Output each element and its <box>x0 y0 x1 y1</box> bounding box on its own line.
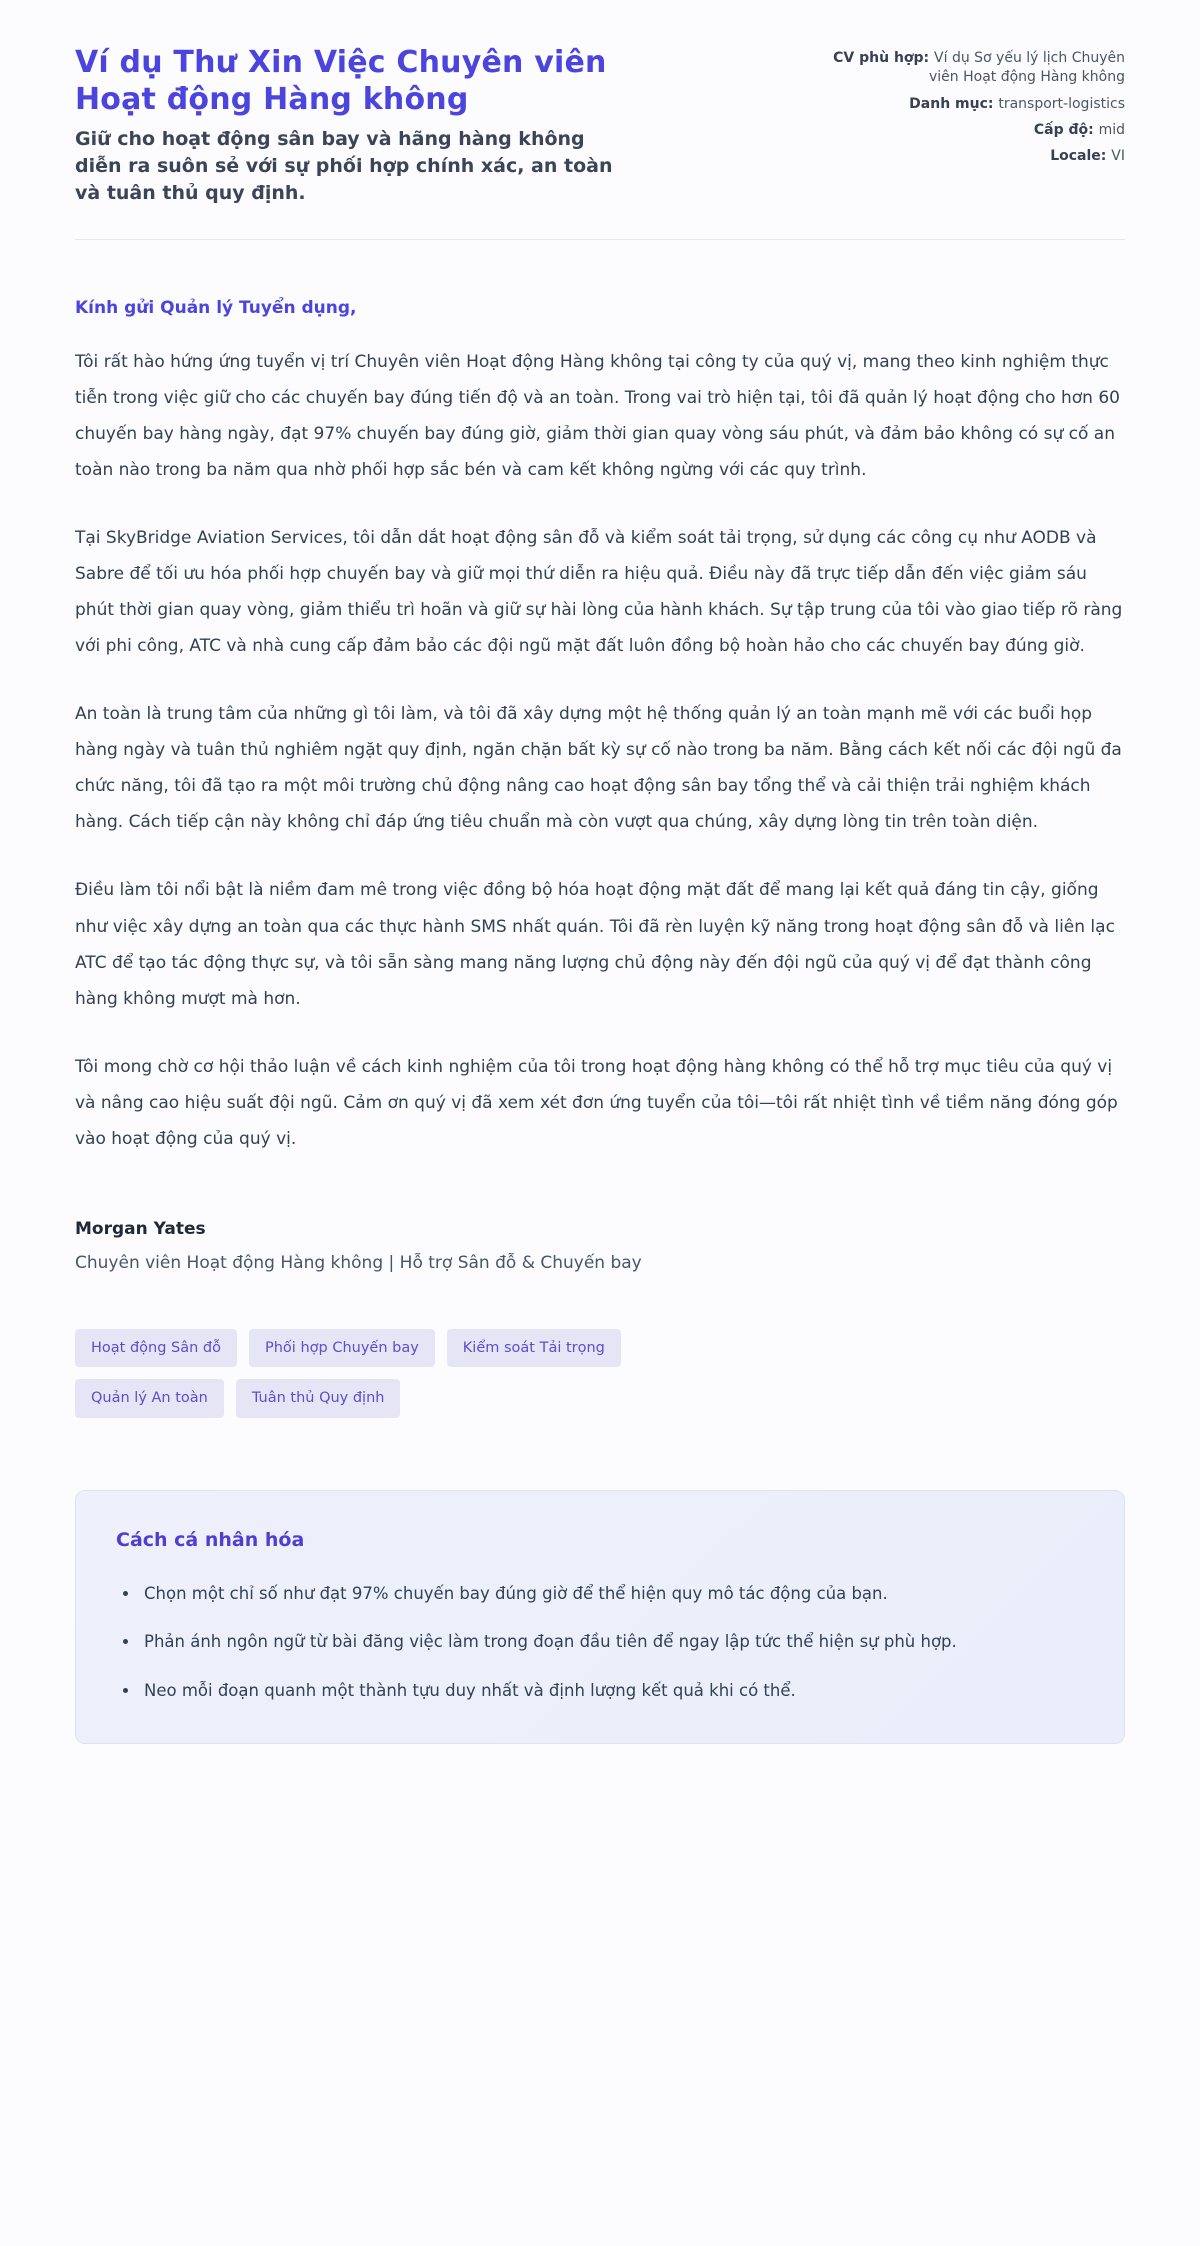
callout-bullet: • Chọn một chỉ số như đạt 97% chuyến bay đúng giờ để thể hiện quy mô tác động của bạn. <box>140 1577 1084 1612</box>
meta-panel <box>825 45 1125 174</box>
letter-paragraph: Điều làm tôi nổi bật là niềm đam mê trong việc đồng bộ hóa hoạt động mặt đất để mang lại kết quả đáng tin cậy, giống như việc xây dựng an toàn qua các thực hành SMS nhất quán. Tôi đã rèn luyện kỹ năng trong hoạt động sân đỗ và liên lạc ATC để tạo tác động thực sự, và tôi sẵn sàng mang năng lượng chủ động này đến đội ngũ của quý vị để đạt thành công hàng không mượt mà hơn. <box>75 880 1115 1009</box>
page-title: Ví dụ Thư Xin Việc Chuyên viên Hoạt động Hàng không <box>75 45 607 117</box>
skill-tag: Tuân thủ Quy định <box>236 1379 401 1418</box>
letter-paragraph: Tôi rất hào hứng ứng tuyển vị trí Chuyên viên Hoạt động Hàng không tại công ty của quý vị, mang theo kinh nghiệm thực tiễn trong việc giữ cho các chuyến bay đúng tiến độ và an toàn. Trong vai trò hiện tại, tôi đã quản lý hoạt động cho hơn 60 chuyến bay hàng ngày, đạt 97% chuyến bay đúng giờ, giảm thời gian quay vòng sáu phút, và đảm bảo không có sự cố an toàn nào trong ba năm qua nhờ phối hợp sắc bén và cam kết không ngừng với các quy trình. <box>75 352 1120 481</box>
letter-paragraphs <box>75 344 1125 1157</box>
skill-tag: Phối hợp Chuyến bay <box>249 1329 435 1368</box>
letter-paragraph: Tôi mong chờ cơ hội thảo luận về cách kinh nghiệm của tôi trong hoạt động hàng không có thể hỗ trợ mục tiêu của quý vị và nâng cao hiệu suất đội ngũ. Cảm ơn quý vị đã xem xét đơn ứng tuyển của tôi—tôi rất nhiệt tình về tiềm năng đóng góp vào hoạt động của quý vị. <box>75 1056 1118 1149</box>
letter-greeting: Kính gửi Quản lý Tuyển dụng, <box>75 298 357 319</box>
personalization-callout <box>75 1490 1125 1744</box>
meta-label: Locale: <box>1050 148 1112 165</box>
callout-bullet-list <box>116 1577 1084 1709</box>
meta-label: Cấp độ: <box>1033 121 1099 138</box>
meta-value: Ví dụ Sơ yếu lý lịch Chuyên viên Hoạt động Hàng không <box>928 50 1125 86</box>
skill-tags <box>75 1329 775 1418</box>
page-header <box>75 45 1125 207</box>
meta-value: transport-logistics <box>998 95 1125 112</box>
signature-block <box>75 1219 1125 1273</box>
callout-title: Cách cá nhân hóa <box>116 1528 305 1551</box>
meta-item <box>825 95 1125 114</box>
cover-letter-body <box>75 298 1125 1273</box>
letter-paragraph: An toàn là trung tâm của những gì tôi làm, và tôi đã xây dựng một hệ thống quản lý an toàn mạnh mẽ với các buổi họp hàng ngày và tuân thủ nghiêm ngặt quy định, ngăn chặn bất kỳ sự cố nào trong ba năm. Bằng cách kết nối các đội ngũ đa chức năng, tôi đã tạo ra một môi trường chủ động nâng cao hoạt động sân bay tổng thể và cải thiện trải nghiệm khách hàng. Cách tiếp cận này không chỉ đáp ứng tiêu chuẩn mà còn vượt qua chúng, xây dựng lòng tin trên toàn diện. <box>75 704 1122 833</box>
callout-bullet: • Neo mỗi đoạn quanh một thành tựu duy nhất và định lượng kết quả khi có thể. <box>140 1674 1084 1709</box>
callout-bullet: • Phản ánh ngôn ngữ từ bài đăng việc làm trong đoạn đầu tiên để ngay lập tức thể hiện sự phù hợp. <box>140 1625 1084 1660</box>
meta-value: VI <box>1111 148 1125 165</box>
skill-tag: Quản lý An toàn <box>75 1379 224 1418</box>
meta-value: mid <box>1098 121 1125 138</box>
skill-tag: Hoạt động Sân đỗ <box>75 1329 237 1368</box>
meta-item <box>825 147 1125 166</box>
meta-item <box>825 49 1125 88</box>
header-divider <box>75 239 1125 240</box>
header-title-block <box>75 45 615 207</box>
page-subtitle: Giữ cho hoạt động sân bay và hãng hàng không diễn ra suôn sẻ với sự phối hợp chính xác, an toàn và tuân thủ quy định. <box>75 128 613 205</box>
meta-item <box>825 121 1125 140</box>
meta-label: Danh mục: <box>909 95 999 112</box>
skill-tag: Kiểm soát Tải trọng <box>447 1329 621 1368</box>
letter-paragraph: Tại SkyBridge Aviation Services, tôi dẫn dắt hoạt động sân đỗ và kiểm soát tải trọng, sử dụng các công cụ như AODB và Sabre để tối ưu hóa phối hợp chuyến bay và giữ mọi thứ diễn ra hiệu quả. Điều này đã trực tiếp dẫn đến việc giảm sáu phút thời gian quay vòng, giảm thiểu trì hoãn và giữ sự hài lòng của hành khách. Sự tập trung của tôi vào giao tiếp rõ ràng với phi công, ATC và nhà cung cấp đảm bảo các đội ngũ mặt đất luôn đồng bộ hoàn hảo cho các chuyến bay đúng giờ. <box>75 528 1123 657</box>
signature-name: Morgan Yates <box>75 1218 206 1239</box>
meta-label: CV phù hợp: <box>833 50 935 66</box>
signature-role: Chuyên viên Hoạt động Hàng không | Hỗ trợ Sân đỗ & Chuyến bay <box>75 1252 642 1273</box>
